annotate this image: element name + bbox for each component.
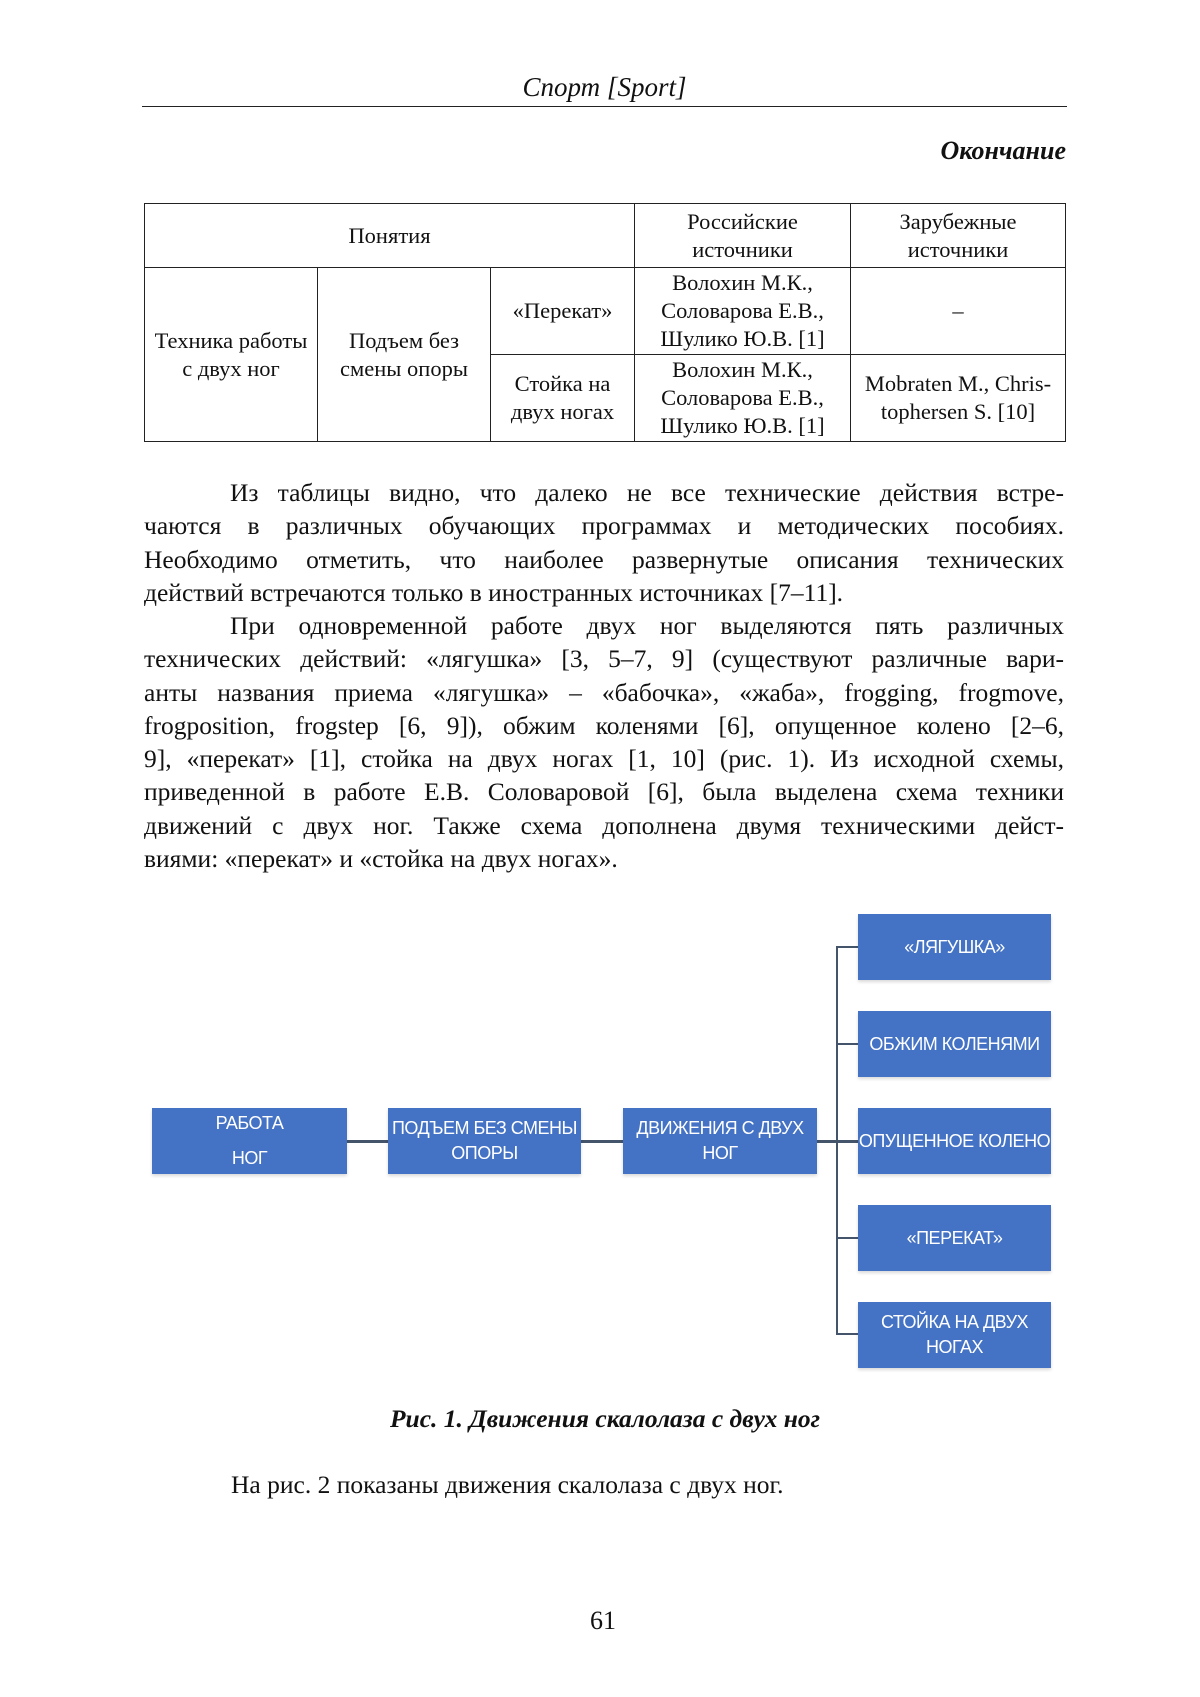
table-continuation-label: Окончание [941,136,1066,166]
header-rule [142,106,1067,107]
text-line: технических действий: «лягушка» [3, 5–7, 9] (существуют различные вари- [144,642,1064,675]
table-row [145,268,1066,355]
box-knee-squeeze [858,1011,1051,1077]
box-frog [858,914,1051,980]
cell-russian: Волохин М.К., Соловарова Е.В., Шулико Ю.В. [1] [635,355,851,442]
connector [347,1140,388,1143]
cell-concept: Стойка на двух ногах [491,355,635,442]
box-drop-knee [858,1108,1051,1174]
box-text: НОГ [636,1141,803,1166]
box-text: «ПЕРЕКАТ» [907,1226,1003,1251]
box-text: ОПУЩЕННОЕ КОЛЕНО [859,1129,1050,1154]
cell-level2: Подъем без смены опоры [318,268,491,442]
cell-foreign: Mobraten M., Chris-tophersen S. [10] [851,355,1066,442]
sources-table [144,203,1066,442]
running-title: Спорт [Sport] [142,72,1067,103]
box-text: ПОДЪЕМ БЕЗ СМЕНЫ [392,1116,577,1141]
bracket-line [836,946,838,1335]
connector [836,946,858,948]
box-lift-no-change [388,1108,581,1174]
box-text: СТОЙКА НА ДВУХ [881,1310,1028,1335]
box-leg-work [152,1108,347,1174]
box-two-leg-stance [858,1302,1051,1368]
cell-concept: «Перекат» [491,268,635,355]
paragraph-2 [144,609,1064,875]
box-two-leg-moves [623,1108,817,1174]
text-line: Необходимо отметить, что наиболее развернутые описания технических [144,543,1064,576]
figure-caption: Рис. 1. Движения скалолаза с двух ног [0,1404,1200,1434]
cell-level1: Техника работы с двух ног [145,268,318,442]
text-line: движений с двух ног. Также схема дополнена двумя техническими дейст- [144,809,1064,842]
paragraph-1 [144,476,1064,609]
text-line: виями: «перекат» и «стойка на двух ногах». [144,842,1064,875]
box-text: ДВИЖЕНИЯ С ДВУХ [636,1116,803,1141]
text-line: 9], «перекат» [1], стойка на двух ногах [1, 10] (рис. 1). Из исходной схемы, [144,742,1064,775]
box-text: ОБЖИМ КОЛЕНЯМИ [869,1032,1039,1057]
page-number: 61 [0,1606,1200,1636]
text-line: анты названия приема «лягушка» – «бабочка», «жаба», frogging, frogmove, [144,676,1064,709]
box-text: РАБОТА [216,1106,284,1141]
text-line: приведенной в работе Е.В. Соловаровой [6], была выделена схема техники [144,775,1064,808]
text-line: чаются в различных обучающих программах и методических пособиях. [144,509,1064,542]
connector [836,1043,858,1045]
box-text: НОГ [216,1141,284,1176]
text-line: действий встречаются только в иностранных источниках [7–11]. [144,576,1064,609]
header-foreign-sources: Зарубежные источники [851,204,1066,268]
box-text: «ЛЯГУШКА» [904,935,1005,960]
text-line: Из таблицы видно, что далеко не все технические действия встре- [144,476,1064,509]
body-text: На рис. 2 показаны движения скалолаза с двух ног. [231,1470,784,1500]
text-line: При одновременной работе двух ног выделяются пять различных [144,609,1064,642]
cell-russian: Волохин М.К., Соловарова Е.В., Шулико Ю.В. [1] [635,268,851,355]
cell-foreign: – [851,268,1066,355]
box-text: НОГАХ [881,1335,1028,1360]
table-header-row [145,204,1066,268]
header-concepts: Понятия [145,204,635,268]
connector [836,1237,858,1239]
box-roll [858,1205,1051,1271]
text-line: frogposition, frogstep [6, 9]), обжим коленями [6], опущенное колено [2–6, [144,709,1064,742]
header-russian-sources: Российские источники [635,204,851,268]
connector [581,1140,623,1143]
connector [836,1333,858,1335]
box-text: ОПОРЫ [392,1141,577,1166]
